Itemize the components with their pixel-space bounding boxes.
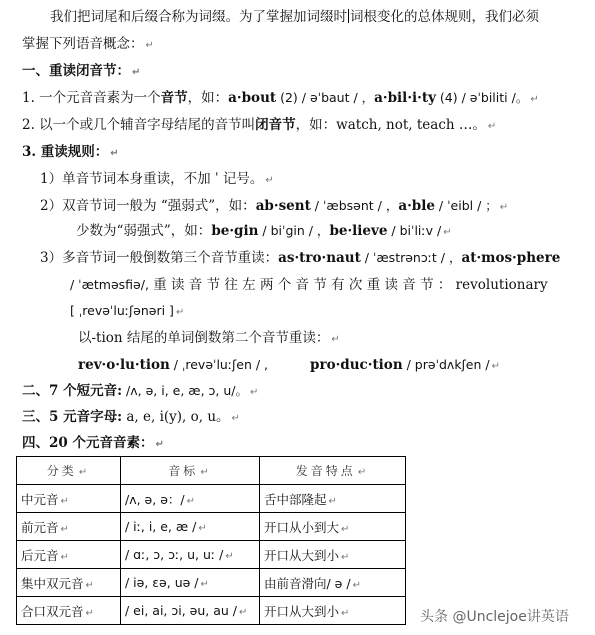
pronunciation: (2) / əˈbaut / ， [276,90,375,105]
rule-text: 3）多音节词一般倒数第三个音节重读： [40,250,279,266]
table-row [17,513,406,541]
example-word: a·bil·i·ty [374,90,436,106]
table-row [17,597,406,625]
table-cell: 前元音 ↵ [17,513,121,541]
paragraph-mark-icon: ↵ [200,467,212,478]
table-cell: 合口双元音 ↵ [17,597,121,625]
table-row [17,485,406,513]
item1-prefix: 1. 一个元音音素为一个 [22,90,161,106]
table-cell: 由前音滑向/ ə / ↵ [260,569,406,597]
table-cell: 后元音 ↵ [17,541,121,569]
paragraph-mark-icon: ↵ [491,361,500,372]
pronunciation: / ˌrevəˈluːʃen / , [169,357,269,372]
example-word: pro·duc·tion [310,357,403,373]
example-word: rev·o·lu·tion [78,357,170,373]
short-vowels: /ʌ, ə, i, e, æ, ɔ, u/。 [122,383,248,398]
table-cell: 开口从大到小 ↵ [260,541,406,569]
example-word: a·bout [228,90,277,106]
pronunciation: / biˈliːv / [387,223,442,238]
stress-rule-3b [70,276,548,294]
watermark-text: 头条 @Unclejoe讲英语 [420,609,569,625]
paragraph-mark-icon: ↵ [530,94,539,105]
intro-text-a: 我们把词尾和后缀合称为词缀。为了掌握加词缀时 [50,9,347,25]
paragraph-mark-icon: ↵ [249,387,259,398]
table-header-features: 发音特点 ↵ [260,457,406,485]
table-header-category: 分类 ↵ [17,457,121,485]
pronunciation: / ˈeibl / ； [434,198,498,213]
pronunciation: / biˈgin / ， [258,223,330,238]
rule-text: 重 读 音 节 往 左 两 个 音 节 有 次 重 读 音 节 ： revolutionary [148,277,548,293]
paragraph-mark-icon: ↵ [499,202,509,213]
paragraph-mark-icon: ↵ [331,334,340,345]
table-row [17,541,406,569]
paragraph-mark-icon: ↵ [78,467,91,478]
pronunciation: / ˈætməsfiə/, [70,277,149,292]
table-cell: / ei, ai, ɔi, əu, au / ↵ [121,597,260,625]
table-cell: / iː, i, e, æ / ↵ [121,513,260,541]
pronunciation: / ˈæbsənt / ， [310,198,399,213]
text-cursor [348,9,349,23]
pronunciation: [ ˌrevəˈluːʃənəri ] [70,303,174,318]
rule-item-2 [22,116,496,136]
example-word: be·lieve [329,223,388,239]
item2-rest: ，如：watch, not, teach …。 [295,117,486,133]
vowel-phoneme-table [16,456,406,625]
pronunciation: / ˈæstrənɔːt / ， [360,250,462,265]
stress-rule-4b [78,356,500,376]
example-word: ab·sent [255,198,311,214]
table-header-row [17,457,406,485]
table-row [17,569,406,597]
table-cell: / iə, εə, uə / ↵ [121,569,260,597]
paragraph-mark-icon: ↵ [231,413,240,424]
rule-text: 以-tion 结尾的单词倒数第二个音节重读： [78,330,330,346]
example-word: as·tro·naut [278,250,361,266]
heading-text: 三、5 元音字母: [22,409,123,425]
paragraph-mark-icon: ↵ [487,121,497,132]
table-cell: 集中双元音 ↵ [17,569,121,597]
paragraph-mark-icon: ↵ [110,148,119,159]
rule-item-1 [22,89,539,109]
section-heading-closed-syllable [22,62,140,82]
table-cell: / ɑː, ɔ, ɔː, u, uː / ↵ [121,541,260,569]
table-cell: 开口从大到小 ↵ [260,597,406,625]
heading-text: 二、7 个短元音: [22,383,123,399]
item2-term: 闭音节 [255,117,296,133]
stress-rule-3 [40,249,560,267]
paragraph-mark-icon: ↵ [155,439,164,450]
stress-rule-3c [70,302,184,322]
example-word: a·ble [398,198,435,214]
rule-text: 2）双音节词一般为 “强弱式”，如： [40,198,256,214]
table-cell: 中元音 ↵ [17,485,121,513]
stress-rule-4 [78,329,340,349]
table-cell: /ʌ, ə, ə：/ ↵ [121,485,260,513]
vowel-letters-line [22,408,240,428]
pronunciation: (4) / əˈbiliti /。 [435,90,529,105]
stress-rule-2 [40,197,508,217]
table-cell: 舌中部隆起 ↵ [260,485,406,513]
heading-text: 一、重读闭音节： [22,63,130,79]
heading-text: 四、20 个元音音素： [22,435,154,451]
paragraph-mark-icon: ↵ [132,67,141,78]
table-cell: 开口从小到大 ↵ [260,513,406,541]
short-vowels-line [22,382,258,402]
example-word: be·gin [211,223,259,239]
intro-line-1 [50,8,539,26]
example-word: at·mos·phere [461,250,561,266]
paragraph-mark-icon: ↵ [175,307,185,318]
pronunciation: / prəˈdʌkʃen / [402,357,490,372]
paragraph-mark-icon: ↵ [265,175,274,186]
paragraph-mark-icon: ↵ [443,227,452,238]
intro-text-b: 词根变化的总体规则，我们必须 [350,9,539,25]
rule-text: 1）单音节词本身重读，不加 ˈ 记号。 [40,171,264,187]
intro-text-c: 掌握下列语音概念： [22,36,144,52]
vowel-letters: a, e, i(y), o, u。 [122,409,230,425]
heading-text: 3. 重读规则： [22,144,109,160]
paragraph-mark-icon: ↵ [357,467,370,478]
item1-term: 音节 [160,90,188,106]
intro-line-2 [22,35,154,55]
vowel-phonemes-heading [22,434,164,454]
rule-text: 少数为“弱强式”，如： [76,223,212,239]
item2-prefix: 2. 以一个或几个辅音字母结尾的音节叫 [22,117,256,133]
stress-rule-2b [76,222,452,242]
paragraph-mark-icon: ↵ [145,40,154,51]
section-heading-stress-rules [22,143,119,163]
item1-colon: ，如： [187,90,229,106]
table-header-symbols: 音标 ↵ [121,457,260,485]
stress-rule-1 [40,170,274,190]
